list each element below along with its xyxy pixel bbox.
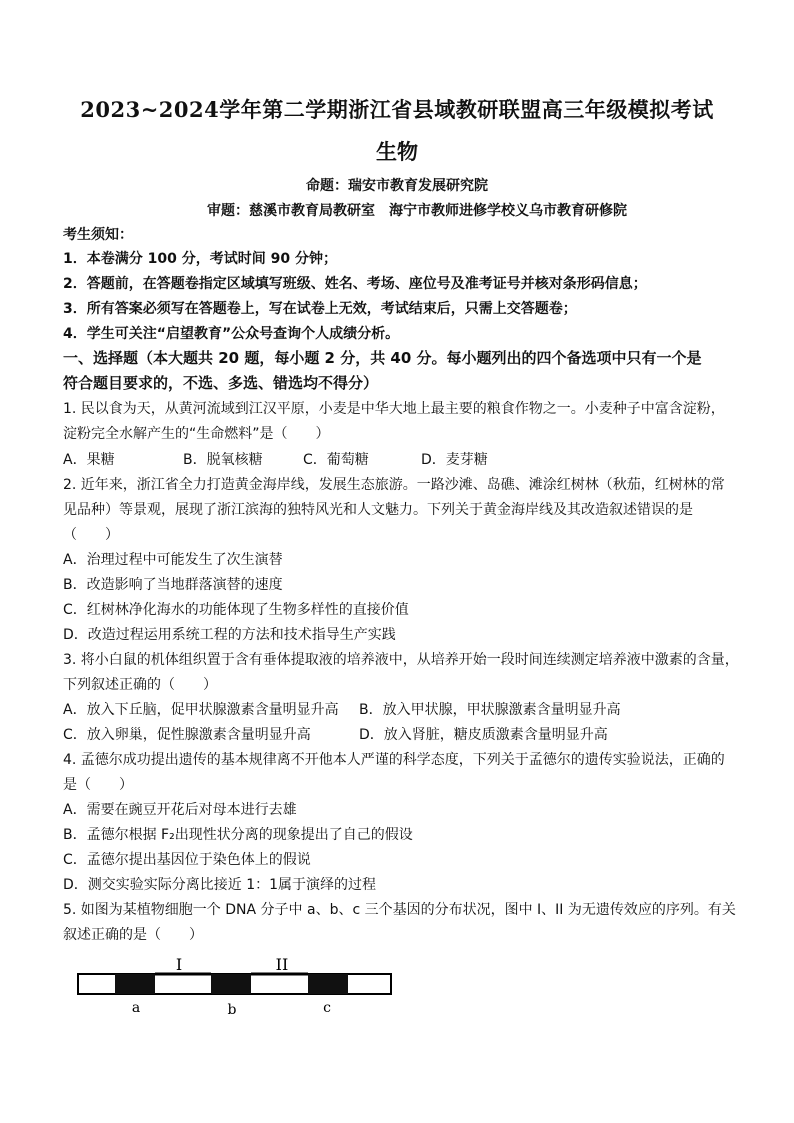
option-c: C．孟德尔提出基因位于染色体上的假说 [63,852,311,868]
exam-subject: 生物 [376,139,418,164]
question-5-stem-cont: 叙述正确的是（ ） [63,927,203,943]
question-3-stem-cont: 下列叙述正确的（ ） [63,677,217,693]
option-b: B．放入甲状腺，甲状腺激素含量明显升高 [359,702,621,718]
option-a: A．需要在豌豆开花后对母本进行去雄 [63,802,297,818]
exam-title: 2023~2024学年第二学期浙江省县域教研联盟高三年级模拟考试 [80,97,714,122]
gene-label-a: a [131,1000,141,1016]
option-a: A．果糖 [63,452,115,468]
question-1-stem-cont: 淀粉完全水解产生的“生命燃料”是（ ） [63,426,330,442]
gene-label-b: b [227,1002,237,1018]
sequence-label-i: I [175,955,183,974]
setter-line: 命题：瑞安市教育发展研究院 [306,178,488,194]
option-b: B．改造影响了当地群落演替的速度 [63,577,283,593]
sequence-label-ii: II [275,955,289,974]
notice-item: 4．学生可关注“启望教育”公众号查询个人成绩分析。 [63,326,400,342]
option-a: A．放入下丘脑，促甲状腺激素含量明显升高 [63,702,339,718]
question-2-stem: 2. 近年来，浙江省全力打造黄金海岸线，发展生态旅游。一路沙滩、岛礁、滩涂红树林（秋茄，红树林的常 [63,477,725,493]
option-d: D．麦芽糖 [421,452,488,468]
option-c: C．红树林净化海水的功能体现了生物多样性的直接价值 [63,602,409,618]
question-3-stem: 3. 将小白鼠的机体组织置于含有垂体提取液的培养液中，从培养开始一段时间连续测定培养液中激素的含量， [63,652,739,668]
section-heading-cont: 符合题目要求的，不选、多选、错选均不得分） [63,374,379,392]
option-c: C．放入卵巢，促性腺激素含量明显升高 [63,727,311,743]
option-c: C．葡萄糖 [303,452,369,468]
question-5-stem: 5. 如图为某植物细胞一个 DNA 分子中 a、b、c 三个基因的分布状况，图中 I、II 为无遗传效应的序列。有关 [63,902,736,918]
gene-b-segment [211,974,251,994]
option-b: B．孟德尔根据 F₂出现性状分离的现象提出了自己的假设 [63,827,413,843]
question-4-stem: 4. 孟德尔成功提出遗传的基本规律离不开他本人严谨的科学态度，下列关于孟德尔的遗传实验说法，正确的 [63,752,725,768]
dna-gene-diagram [60,950,410,1025]
section-heading: 一、选择题（本大题共 20 题，每小题 2 分，共 40 分。每小题列出的四个备选项中只有一个是 [63,349,702,367]
notice-item: 1．本卷满分 100 分，考试时间 90 分钟； [63,251,337,267]
gene-c-segment [308,974,348,994]
notice-item: 2．答题前，在答题卷指定区域填写班级、姓名、考场、座位号及准考证号并核对条形码信息； [63,276,647,292]
question-1-stem: 1. 民以食为天，从黄河流域到江汉平原，小麦是中华大地上最主要的粮食作物之一。小麦种子中富含淀粉， [63,401,725,417]
option-d: D．放入肾脏，糖皮质激素含量明显升高 [359,727,608,743]
option-a: A．治理过程中可能发生了次生演替 [63,552,283,568]
option-d: D．改造过程运用系统工程的方法和技术指导生产实践 [63,627,396,643]
gene-label-c: c [323,1000,331,1016]
question-2-stem-cont: （ ） [63,527,119,543]
option-d: D．测交实验实际分离比接近 1：1属于演绎的过程 [63,877,377,893]
notice-heading: 考生须知： [63,227,133,243]
option-b: B．脱氧核糖 [183,452,263,468]
question-4-stem-cont: 是（ ） [63,777,133,793]
question-2-stem-cont: 见品种）等景观，展现了浙江滨海的独特风光和人文魅力。下列关于黄金海岸线及其改造叙述错误的是 [63,502,693,518]
reviewer-line: 审题：慈溪市教育局教研室 海宁市教师进修学校义乌市教育研修院 [207,203,627,219]
notice-item: 3．所有答案必须写在答题卷上，写在试卷上无效，考试结束后，只需上交答题卷； [63,301,577,317]
gene-a-segment [115,974,155,994]
